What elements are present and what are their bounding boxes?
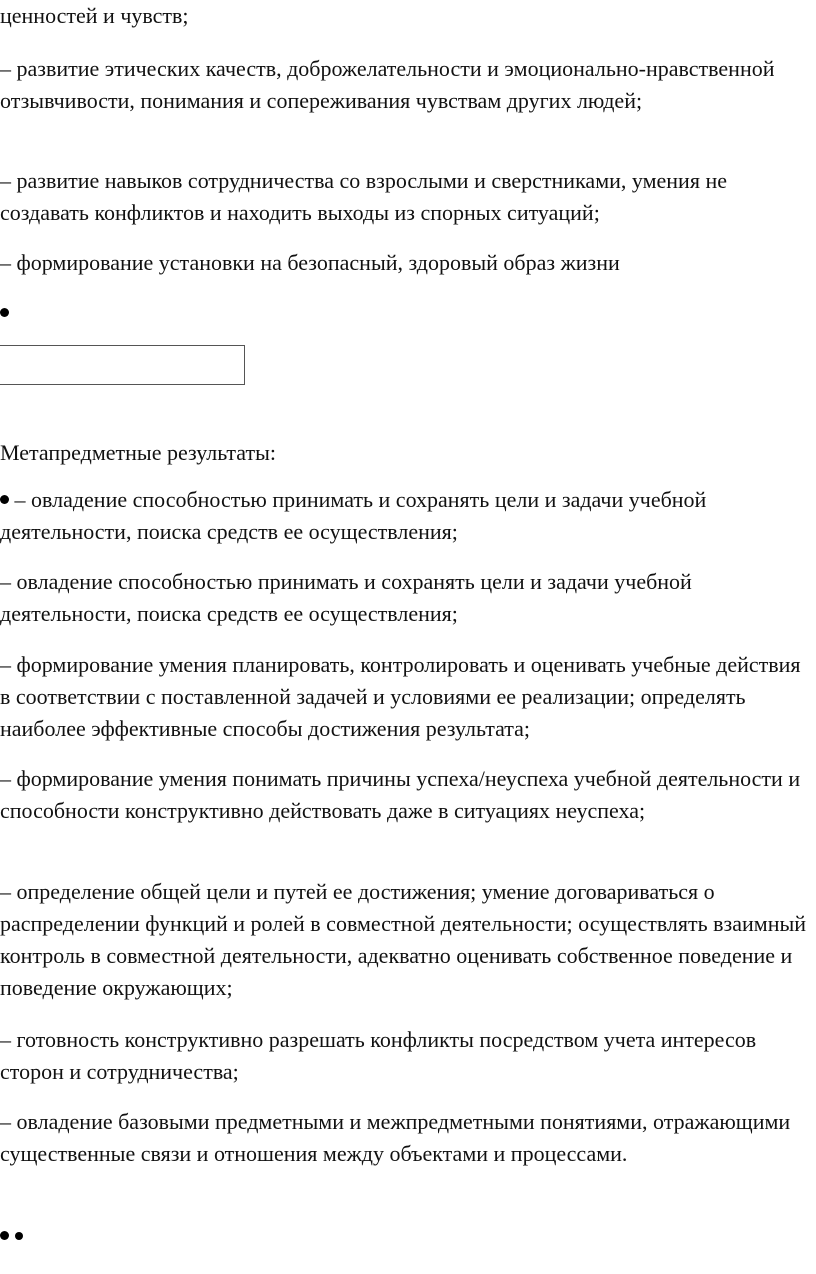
empty-box (0, 345, 245, 385)
meta-item-7: – овладение базовыми предметными и межпредметными понятиями, отражающими существенные связи и отношения между объектами и процессами. (0, 1109, 791, 1166)
paragraph-ethical-qualities: – развитие этических качеств, доброжелательности и эмоционально-нравственной отзывчивости, понимания и сопереживания чувствам других людей; (0, 56, 775, 113)
bullet-dot (0, 495, 9, 504)
meta-item-1 (0, 484, 814, 548)
meta-item-5: – определение общей цели и путей ее достижения; умение договариваться о распределении функций и ролей в совместной деятельности; осуществлять взаимный контроль в совместной деятельности, адекватно оценивать собственное поведение и поведение окружающих; (0, 879, 807, 1000)
bullet-dot (0, 1231, 9, 1240)
bullet-line (0, 297, 814, 329)
meta-item-3: – формирование умения планировать, контролировать и оценивать учебные действия в соответствии с поставленной задачей и условиями ее реализации; определять наиболее эффективные способы достижения результата; (0, 652, 801, 741)
bullet-dot (0, 308, 9, 317)
meta-results-heading: Метапредметные результаты: (0, 440, 277, 465)
bullet-line-double (0, 1220, 814, 1252)
meta-item-6: – готовность конструктивно разрешать конфликты посредством учета интересов сторон и сотрудничества; (0, 1027, 757, 1084)
paragraph-safe-lifestyle: – формирование установки на безопасный, здоровый образ жизни (0, 250, 620, 275)
meta-item-4: – формирование умения понимать причины успеха/неуспеха учебной деятельности и способности конструктивно действовать даже в ситуациях неуспеха; (0, 766, 801, 823)
meta-item-1-text: – овладение способностью принимать и сохранять цели и задачи учебной деятельности, поиска средств ее осуществления; (0, 487, 707, 544)
bullet-dot (15, 1232, 23, 1240)
meta-item-2: – овладение способностью принимать и сохранять цели и задачи учебной деятельности, поиска средств ее осуществления; (0, 569, 692, 626)
paragraph-values-feelings: ценностей и чувств; (0, 3, 189, 28)
paragraph-cooperation-skills: – развитие навыков сотрудничества со взрослыми и сверстниками, умения не создавать конфликтов и находить выходы из спорных ситуаций; (0, 168, 727, 225)
